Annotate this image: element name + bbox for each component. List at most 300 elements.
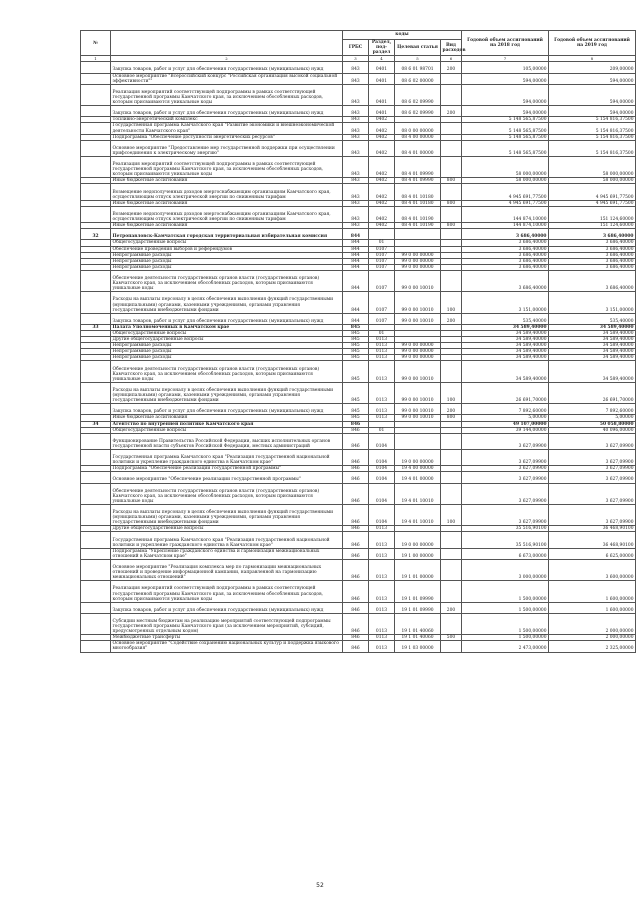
row-grbs: 846	[343, 433, 369, 449]
row-target-article: 08 4 01 00000	[395, 140, 441, 156]
row-amount-2018: 3 627,09900	[462, 472, 549, 483]
row-grbs: 843	[343, 117, 369, 123]
header-grbs: ГРБС	[343, 40, 369, 56]
row-section: 0104	[369, 466, 395, 472]
table-row	[81, 84, 636, 105]
row-amount-2019: 594,00000	[549, 73, 636, 84]
row-target-article: 08 4 01 10180	[395, 200, 441, 206]
table-row	[81, 641, 636, 652]
row-amount-2018: 594,00000	[462, 73, 549, 84]
table-row	[81, 270, 636, 291]
row-target-article: 99 0 00 00000	[395, 349, 441, 355]
row-grbs: 846	[343, 635, 369, 641]
row-target-article: 19 1 01 40060	[395, 635, 441, 641]
row-section: 0402	[369, 134, 395, 140]
row-grbs: 844	[343, 229, 369, 240]
row-grbs: 846	[343, 472, 369, 483]
row-expense-type	[441, 433, 462, 449]
row-amount-2019: 1 600,00000	[549, 581, 636, 602]
row-target-article: 19 1 01 09990	[395, 581, 441, 602]
table-row	[81, 382, 636, 403]
table-row	[81, 140, 636, 156]
table-row	[81, 106, 636, 117]
row-amount-2019: 3 627,09900	[549, 450, 636, 466]
row-name: Закупка товаров, работ и услуг для обеспечения государственных (муниципальных) нужд	[111, 602, 343, 613]
row-name: Непрограммные расходы	[111, 349, 343, 355]
row-section: 0104	[369, 472, 395, 483]
table-row	[81, 206, 636, 222]
row-target-article: 08 0 00 00000	[395, 123, 441, 134]
row-expense-type: 100	[441, 382, 462, 403]
row-name: Обеспечение деятельности государственных органов власти (государственных органов) Камчатского края, за исключением обособленных расходов, которым присваиваются уникальные коды	[111, 270, 343, 291]
row-number	[81, 123, 111, 134]
row-name: Закупка товаров, работ и услуг для обеспечения государственных (муниципальных) нужд	[111, 404, 343, 415]
row-section: 0402	[369, 123, 395, 134]
row-name: Иные бюджетные ассигнования	[111, 223, 343, 229]
row-name: Агентство по внутренней политике Камчатского края	[111, 421, 343, 427]
row-section: 01	[369, 427, 395, 433]
row-target-article: 99 0 00 10010	[395, 292, 441, 313]
row-amount-2019: 3 627,09900	[549, 466, 636, 472]
row-amount-2019: 36 468,90100	[549, 532, 636, 548]
row-section: 0104	[369, 504, 395, 525]
row-grbs: 846	[343, 548, 369, 559]
row-target-article: 08 4 01 09990	[395, 157, 441, 178]
row-grbs: 843	[343, 206, 369, 222]
row-amount-2019: 36 468,90100	[549, 526, 636, 532]
row-section: 0113	[369, 559, 395, 580]
row-amount-2018: 1 500,00000	[462, 635, 549, 641]
row-name: Общегосударственные вопросы	[111, 427, 343, 433]
row-amount-2018: 144 874,10000	[462, 206, 549, 222]
row-name: Иные бюджетные ассигнования	[111, 415, 343, 421]
row-section: 0402	[369, 206, 395, 222]
row-section: 0113	[369, 415, 395, 421]
row-grbs: 846	[343, 427, 369, 433]
row-expense-type	[441, 73, 462, 84]
row-expense-type: 800	[441, 200, 462, 206]
row-target-article: 19 0 00 00000	[395, 532, 441, 548]
row-name: Обеспечение деятельности государственных органов власти (государственных органов) Камчатского края, за исключением обособленных расходов, которым присваиваются уникальные коды	[111, 483, 343, 504]
row-expense-type	[441, 450, 462, 466]
row-name: Иные бюджетные ассигнования	[111, 200, 343, 206]
budget-table	[80, 30, 636, 653]
row-grbs: 843	[343, 140, 369, 156]
row-amount-2019: 58 000,00000	[549, 157, 636, 178]
row-amount-2019: 151 124,60000	[549, 206, 636, 222]
row-number: 34	[81, 421, 111, 427]
row-amount-2019: 3 686,40000	[549, 240, 636, 246]
row-amount-2018: 3 686,40000	[462, 258, 549, 264]
row-section: 0107	[369, 313, 395, 324]
row-grbs: 843	[343, 73, 369, 84]
row-section: 0113	[369, 343, 395, 349]
table-row	[81, 404, 636, 415]
row-amount-2019: 34 589,40000	[549, 324, 636, 330]
row-amount-2018: 39 144,00000	[462, 427, 549, 433]
row-amount-2018: 3 627,09900	[462, 450, 549, 466]
row-section: 0401	[369, 73, 395, 84]
row-grbs: 845	[343, 382, 369, 403]
row-name: Функционирование Правительства Российской Федерации, высших исполнительных органов государственной власти субъектов Российской Федерации, местных администраций	[111, 433, 343, 449]
row-name: Закупка товаров, работ и услуг для обеспечения государственных (муниципальных) нужд	[111, 313, 343, 324]
row-grbs: 843	[343, 106, 369, 117]
row-section: 0107	[369, 264, 395, 270]
table-row	[81, 581, 636, 602]
row-amount-2019: 34 589,40000	[549, 330, 636, 336]
row-grbs: 843	[343, 184, 369, 200]
row-amount-2019: 3 686,40000	[549, 264, 636, 270]
row-amount-2018: 1 500,00000	[462, 581, 549, 602]
row-number	[81, 581, 111, 602]
row-grbs: 843	[343, 157, 369, 178]
row-name: Другие общегосударственные вопросы	[111, 337, 343, 343]
row-section: 0113	[369, 548, 395, 559]
row-amount-2018: 34 589,40000	[462, 355, 549, 361]
row-name: Подпрограмма "Обеспечение доступности энергетических ресурсов"	[111, 134, 343, 140]
header-codes: коды	[343, 31, 462, 40]
row-amount-2019: 3 686,40000	[549, 246, 636, 252]
row-grbs: 846	[343, 581, 369, 602]
row-grbs: 845	[343, 361, 369, 382]
row-name: Государственная программа Камчатского края "Реализация государственной национальной политики и укрепление гражданского единства в Камчатском крае"	[111, 532, 343, 548]
row-grbs: 846	[343, 421, 369, 427]
row-name: Подпрограмма "Укрепление гражданского единства и гармонизация межнациональных отношений в Камчатском крае"	[111, 548, 343, 559]
row-amount-2018: 35 516,90100	[462, 526, 549, 532]
row-number	[81, 483, 111, 504]
row-amount-2019: 34 589,40000	[549, 343, 636, 349]
column-number: 3	[343, 56, 369, 62]
row-grbs: 845	[343, 324, 369, 330]
row-amount-2019: 209,00000	[549, 62, 636, 73]
row-section: 0402	[369, 140, 395, 156]
row-name: Основное мероприятие "Реализация комплекса мер по гармонизации межнациональных отношений и проведение информационной кампании, направленной на гармонизацию межнациональных отношений"	[111, 559, 343, 580]
column-number: 2	[111, 56, 343, 62]
row-name: Закупка товаров, работ и услуг для обеспечения государственных (муниципальных) нужд	[111, 62, 343, 73]
row-target-article: 08 6 02 09990	[395, 84, 441, 105]
row-grbs: 846	[343, 613, 369, 634]
row-grbs: 844	[343, 270, 369, 291]
row-amount-2018: 6 673,00000	[462, 548, 549, 559]
row-amount-2019: 5 154 816,37500	[549, 134, 636, 140]
row-section: 0113	[369, 641, 395, 652]
table-row	[81, 361, 636, 382]
row-name: Непрограммные расходы	[111, 343, 343, 349]
row-amount-2018: 34 589,40000	[462, 330, 549, 336]
table-row	[81, 73, 636, 84]
row-target-article: 99 0 00 10010	[395, 404, 441, 415]
row-name: Петропавловск-Камчатская городская территориальная избирательная комиссия	[111, 229, 343, 240]
row-section: 0113	[369, 404, 395, 415]
row-amount-2018: 58 000,00000	[462, 178, 549, 184]
row-amount-2019: 5 154 816,37500	[549, 117, 636, 123]
row-amount-2018: 7 892,60000	[462, 404, 549, 415]
row-amount-2019: 3 686,40000	[549, 229, 636, 240]
row-name: Реализация мероприятий соответствующей подпрограммы в рамках соответствующей государственной программы Камчатского края, за исключением обособленных расходов, которым присваиваются уникальные коды	[111, 581, 343, 602]
row-name: Реализация мероприятий соответствующей подпрограммы в рамках соответствующей государственной программы Камчатского края, за исключением обособленных расходов, которым присваиваются уникальные коды	[111, 157, 343, 178]
row-expense-type: 100	[441, 504, 462, 525]
row-target-article: 99 0 00 00000	[395, 355, 441, 361]
row-number	[81, 84, 111, 105]
row-target-article: 19 4 01 10010	[395, 504, 441, 525]
row-amount-2018: 49 107,00000	[462, 421, 549, 427]
row-section: 01	[369, 240, 395, 246]
row-amount-2019: 3 627,09900	[549, 504, 636, 525]
row-number	[81, 106, 111, 117]
row-number	[81, 184, 111, 200]
column-number: 4	[369, 56, 395, 62]
row-name: Обеспечение проведения выборов и референдумов	[111, 246, 343, 252]
header-expense-type: Вид расходов	[441, 40, 462, 56]
row-target-article: 99 0 00 10010	[395, 270, 441, 291]
row-grbs: 846	[343, 450, 369, 466]
row-amount-2018: 535,40000	[462, 313, 549, 324]
row-name: Основное мероприятие "Обеспечение реализации государственной программы"	[111, 472, 343, 483]
row-amount-2018: 3 000,00000	[462, 559, 549, 580]
table-row	[81, 123, 636, 134]
document-page	[80, 30, 640, 653]
row-amount-2019: 594,00000	[549, 106, 636, 117]
header-2018: Годовой объем ассигнований на 2018 год	[462, 31, 549, 56]
row-expense-type	[441, 206, 462, 222]
row-amount-2019: 34 589,40000	[549, 361, 636, 382]
page-number: 52	[316, 882, 324, 889]
row-section: 0113	[369, 349, 395, 355]
row-section: 0113	[369, 532, 395, 548]
row-grbs: 843	[343, 134, 369, 140]
row-number: 32	[81, 229, 111, 240]
row-amount-2018: 3 627,09900	[462, 504, 549, 525]
row-grbs: 846	[343, 504, 369, 525]
table-row	[81, 229, 636, 240]
row-expense-type	[441, 613, 462, 634]
row-amount-2018: 3 627,09900	[462, 483, 549, 504]
row-grbs: 843	[343, 123, 369, 134]
row-amount-2019: 3 686,40000	[549, 252, 636, 258]
column-number: 1	[81, 56, 111, 62]
row-section: 0113	[369, 602, 395, 613]
row-amount-2019: 3 686,40000	[549, 258, 636, 264]
row-amount-2018: 1 500,00000	[462, 613, 549, 634]
row-target-article: 99 0 00 00000	[395, 258, 441, 264]
row-section: 0113	[369, 361, 395, 382]
row-target-article: 19 4 00 00000	[395, 466, 441, 472]
row-amount-2018: 3 686,40000	[462, 246, 549, 252]
row-expense-type	[441, 157, 462, 178]
row-expense-type	[441, 270, 462, 291]
row-section: 0402	[369, 117, 395, 123]
table-row	[81, 559, 636, 580]
row-target-article: 99 0 00 00000	[395, 252, 441, 258]
row-number	[81, 140, 111, 156]
row-name: Непрограммные расходы	[111, 355, 343, 361]
row-section: 0113	[369, 382, 395, 403]
row-target-article: 08 4 01 10190	[395, 206, 441, 222]
row-amount-2019: 3 686,40000	[549, 270, 636, 291]
row-expense-type	[441, 548, 462, 559]
row-name: Обеспечение деятельности государственных органов власти (государственных органов) Камчатского края, за исключением обособленных расходов, которым присваиваются уникальные коды	[111, 361, 343, 382]
row-grbs: 845	[343, 349, 369, 355]
row-section: 0107	[369, 246, 395, 252]
row-amount-2019: 40 096,00000	[549, 427, 636, 433]
row-expense-type	[441, 123, 462, 134]
row-expense-type: 800	[441, 415, 462, 421]
row-name: Расходы на выплаты персоналу в целях обеспечения выполнения функций государственными (муниципальными) органами, казенными учреждениями, органами управления государственными внебюджетными фондами	[111, 382, 343, 403]
row-number	[81, 404, 111, 415]
row-grbs: 843	[343, 84, 369, 105]
row-target-article: 08 4 01 10180	[395, 184, 441, 200]
row-section: 0113	[369, 355, 395, 361]
row-amount-2018: 3 151,00000	[462, 292, 549, 313]
row-expense-type	[441, 184, 462, 200]
row-amount-2018: 2 473,00000	[462, 641, 549, 652]
row-amount-2018: 34 589,40000	[462, 349, 549, 355]
row-expense-type	[441, 581, 462, 602]
row-grbs: 846	[343, 641, 369, 652]
row-amount-2018: 594,00000	[462, 84, 549, 105]
row-amount-2019: 5 154 816,37500	[549, 123, 636, 134]
row-section: 0104	[369, 483, 395, 504]
row-number	[81, 641, 111, 652]
row-amount-2019: 3 600,00000	[549, 559, 636, 580]
column-number: 5	[395, 56, 441, 62]
row-grbs: 845	[343, 343, 369, 349]
row-number	[81, 73, 111, 84]
table-row	[81, 504, 636, 525]
row-section: 0113	[369, 337, 395, 343]
row-section: 0402	[369, 200, 395, 206]
header-2019: Годовой объем ассигнований на 2019 год	[549, 31, 636, 56]
row-amount-2018: 26 691,70000	[462, 382, 549, 403]
row-name: Основное мероприятие "Всероссийский конкурс "Российская организация высокой социальной эффективности""	[111, 73, 343, 84]
row-target-article: 19 0 00 00000	[395, 450, 441, 466]
row-expense-type: 200	[441, 62, 462, 73]
header-name	[111, 31, 343, 56]
row-amount-2018: 3 686,40000	[462, 270, 549, 291]
row-expense-type	[441, 472, 462, 483]
row-section: 0401	[369, 84, 395, 105]
row-amount-2019: 2 000,00000	[549, 613, 636, 634]
row-amount-2018: 34 589,40000	[462, 361, 549, 382]
row-grbs: 846	[343, 559, 369, 580]
row-amount-2018: 1 500,00000	[462, 602, 549, 613]
row-amount-2018: 3 627,09900	[462, 433, 549, 449]
row-grbs: 845	[343, 355, 369, 361]
row-amount-2019: 594,00000	[549, 84, 636, 105]
row-grbs: 844	[343, 313, 369, 324]
table-row	[81, 483, 636, 504]
row-name: Государственная программа Камчатского края "Развитие экономики и внешнеэкономической деятельности Камчатского края"	[111, 123, 343, 134]
row-target-article: 19 4 01 10010	[395, 483, 441, 504]
table-row	[81, 313, 636, 324]
header-number: №	[81, 31, 111, 56]
row-target-article: 99 0 00 00000	[395, 343, 441, 349]
row-amount-2019: 3 627,09900	[549, 472, 636, 483]
row-target-article: 08 6 01 98701	[395, 62, 441, 73]
row-amount-2019: 1 600,00000	[549, 602, 636, 613]
row-expense-type	[441, 84, 462, 105]
row-name: Другие общегосударственные вопросы	[111, 526, 343, 532]
row-amount-2018: 34 589,40000	[462, 324, 549, 330]
row-name: Закупка товаров, работ и услуг для обеспечения государственных (муниципальных) нужд	[111, 106, 343, 117]
row-section: 01	[369, 330, 395, 336]
row-target-article: 99 0 00 10010	[395, 313, 441, 324]
row-number	[81, 450, 111, 466]
row-section: 0107	[369, 252, 395, 258]
row-number	[81, 292, 111, 313]
row-expense-type: 100	[441, 292, 462, 313]
row-amount-2019: 151 124,60000	[549, 223, 636, 229]
row-target-article: 08 6 02 00000	[395, 73, 441, 84]
table-row	[81, 472, 636, 483]
row-target-article	[395, 229, 441, 240]
row-number	[81, 206, 111, 222]
row-amount-2018: 5 148 565,87500	[462, 134, 549, 140]
row-amount-2018: 5 148 565,87500	[462, 117, 549, 123]
table-header	[81, 31, 636, 62]
row-name: Общегосударственные вопросы	[111, 330, 343, 336]
row-expense-type	[441, 140, 462, 156]
row-amount-2019: 7 892,60000	[549, 404, 636, 415]
row-amount-2019: 3 627,09900	[549, 433, 636, 449]
row-amount-2019: 34 589,40000	[549, 355, 636, 361]
row-section: 0113	[369, 581, 395, 602]
row-amount-2019: 5 154 816,37500	[549, 140, 636, 156]
row-amount-2018: 34 589,40000	[462, 337, 549, 343]
row-amount-2019: 50 058,80000	[549, 421, 636, 427]
row-name: Возмещение недополученных доходов энергоснабжающим организациям Камчатского края, осуществляющим отпуск электрической энергии по сниженным тарифам	[111, 184, 343, 200]
row-number	[81, 270, 111, 291]
row-name: Расходы на выплаты персоналу в целях обеспечения выполнения функций государственными (муниципальными) органами, казенными учреждениями, органами управления государственными внебюджетными фондами	[111, 504, 343, 525]
row-target-article: 19 1 01 40060	[395, 613, 441, 634]
row-amount-2018: 3 686,40000	[462, 252, 549, 258]
row-amount-2019: 34 589,40000	[549, 337, 636, 343]
row-amount-2019: 2 000,00000	[549, 635, 636, 641]
row-target-article: 99 0 00 00000	[395, 264, 441, 270]
row-amount-2019: 34 589,40000	[549, 349, 636, 355]
row-grbs: 845	[343, 337, 369, 343]
row-number	[81, 532, 111, 548]
row-section: 0107	[369, 258, 395, 264]
column-number: 6	[441, 56, 462, 62]
row-name: Палата Уполномоченных в Камчатском крае	[111, 324, 343, 330]
row-expense-type: 200	[441, 602, 462, 613]
row-target-article: 19 1 03 00000	[395, 641, 441, 652]
row-target-article: 99 0 00 10010	[395, 382, 441, 403]
row-amount-2019: 4 945 691,77500	[549, 184, 636, 200]
row-amount-2018: 144 874,10000	[462, 223, 549, 229]
row-target-article: 19 1 01 00000	[395, 559, 441, 580]
row-expense-type	[441, 229, 462, 240]
row-grbs: 844	[343, 258, 369, 264]
row-number	[81, 361, 111, 382]
row-expense-type: 500	[441, 635, 462, 641]
row-amount-2019: 3 151,00000	[549, 292, 636, 313]
row-amount-2018: 105,00000	[462, 62, 549, 73]
row-name: Основное мероприятие "Предоставление мер государственной поддержки при осуществлении прифсоединения к электрическому энергию"	[111, 140, 343, 156]
row-number	[81, 157, 111, 178]
row-number	[81, 433, 111, 449]
row-section: 0113	[369, 635, 395, 641]
row-expense-type: 200	[441, 404, 462, 415]
table-row	[81, 157, 636, 178]
row-number	[81, 613, 111, 634]
row-name: Непрограммные расходы	[111, 258, 343, 264]
row-expense-type: 200	[441, 313, 462, 324]
row-section: 0401	[369, 62, 395, 73]
row-amount-2019: 5,00000	[549, 415, 636, 421]
row-grbs: 846	[343, 483, 369, 504]
